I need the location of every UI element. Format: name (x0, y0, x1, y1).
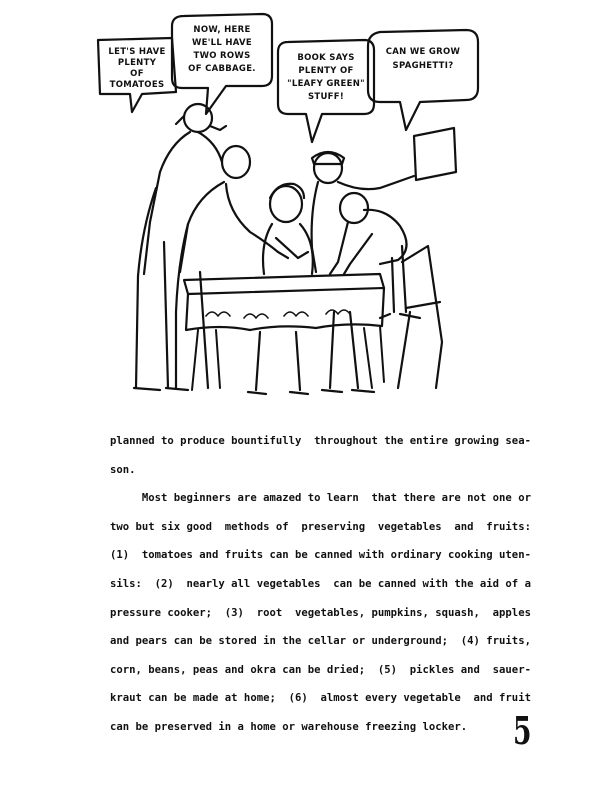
bubble-4-line-1: CAN WE GROW (385, 47, 461, 57)
text-line: pressure cooker; (3) root vegetables, pumpkins, squash, apples (110, 606, 531, 619)
page-number: 5 (513, 708, 532, 753)
text-line: son. (110, 463, 136, 476)
text-line: planned to produce bountifully throughout the entire growing sea- (110, 435, 531, 447)
text-line: can be preserved in a home or warehouse freezing locker. (110, 720, 468, 733)
text-line: and pears can be stored in the cellar or underground; (4) fruits, (110, 635, 531, 648)
body-paragraphs (110, 427, 542, 742)
bubble-3-line-3: "LEAFY GREEN" (287, 79, 365, 89)
bubble-1-line-1: LET'S HAVE (108, 47, 166, 57)
bubble-3-line-4: STUFF! (307, 92, 345, 102)
bubble-1-line-4: TOMATOES (109, 80, 165, 90)
bubble-2-line-3: TWO ROWS (193, 51, 251, 61)
text-line: kraut can be made at home; (6) almost every vegetable and fruit (110, 692, 531, 705)
tablecloth (186, 288, 384, 330)
bubble-3-line-2: PLENTY OF (298, 66, 354, 76)
svg-text:NOW, HEREWE'LL HAVETWO ROWSOF (188, 25, 256, 74)
speech-bubble-4 (368, 30, 478, 130)
svg-text:BOOK SAYSPLENTY OF"LEAFY GREEN (287, 53, 365, 102)
bubble-1-line-3: OF (130, 69, 144, 79)
svg-text:LET'S HAVEPLENTYOFTOMATOES (108, 47, 165, 90)
text-line: corn, beans, peas and okra can be dried; (5) pickles and sauer- (110, 663, 531, 676)
svg-text:CAN WE GROWSPAGHETTI? (386, 47, 461, 71)
bubble-2-line-1: NOW, HERE (193, 25, 251, 35)
bubble-2-line-4: OF CABBAGE. (188, 64, 256, 74)
text-line: Most beginners are amazed to learn that there are not one or (110, 492, 531, 505)
bubble-4-line-2: SPAGHETTI? (392, 61, 454, 71)
bubble-3-line-1: BOOK SAYS (297, 53, 355, 63)
text-line: two but six good methods of preserving vegetables and fruits: (110, 520, 531, 533)
bubble-1-line-2: PLENTY (117, 58, 157, 68)
bubble-2-line-2: WE'LL HAVE (191, 38, 253, 48)
family-garden-planning-illustration (80, 12, 480, 402)
text-line: (1) tomatoes and fruits can be canned with ordinary cooking uten- (110, 549, 531, 562)
text-line: sils: (2) nearly all vegetables can be canned with the aid of a (110, 577, 531, 590)
table-top (184, 274, 384, 294)
